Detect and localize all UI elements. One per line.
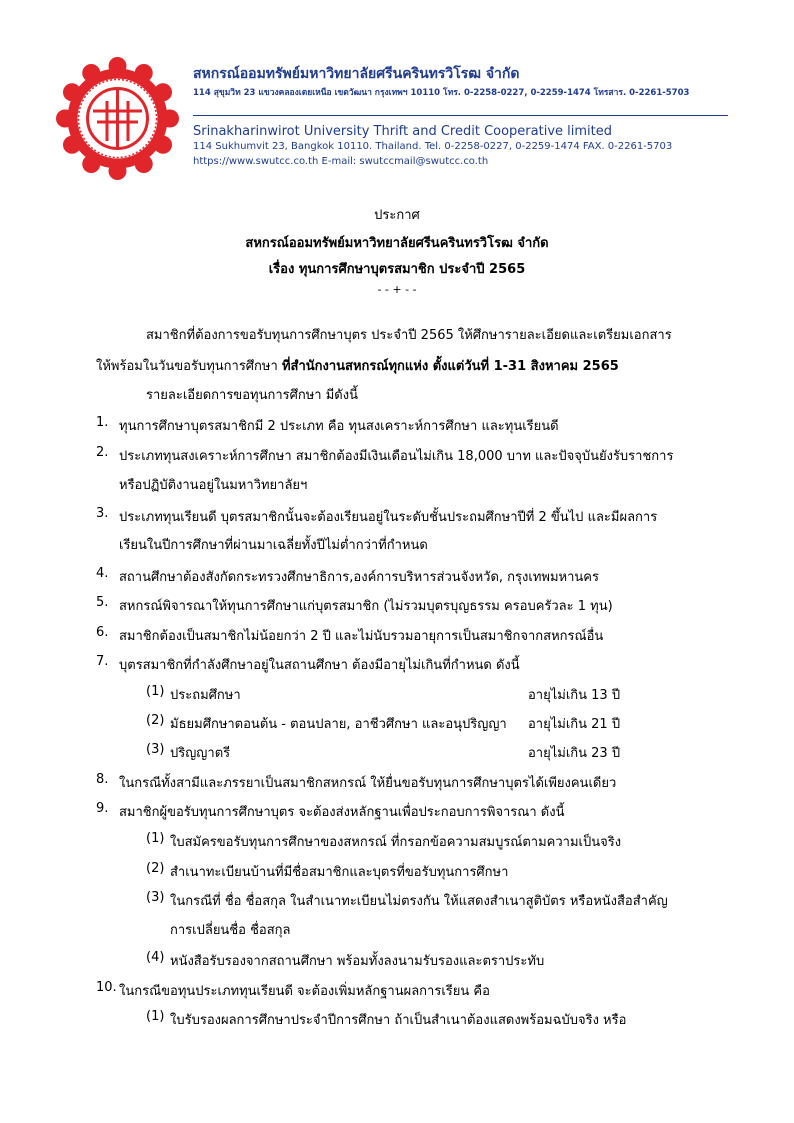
sub-item-number: (2): [146, 861, 165, 876]
sub-item-number: (3): [146, 890, 165, 905]
sub-item-number: (3): [146, 742, 165, 757]
age-limit: อายุไม่เกิน 23 ปี: [528, 746, 621, 761]
list-item: สมาชิกต้องเป็นสมาชิกไม่น้อยกว่า 2 ปี และไม่นับรวมอายุการเป็นสมาชิกจากสหกรณ์อื่น: [119, 629, 604, 644]
announcement-title: ประกาศ: [374, 208, 420, 223]
list-item-number: 10.: [96, 980, 117, 995]
cooperative-logo: [55, 56, 180, 181]
list-item-continuation: เรียนในปีการศึกษาที่ผ่านมาเฉลี่ยทั้งปีไม่ต่ำกว่าที่กำหนด: [119, 538, 428, 553]
sub-item: สำเนาทะเบียนบ้านที่มีชื่อสมาชิกและบุตรที่ขอรับทุนการศึกษา: [170, 865, 509, 880]
sub-item-continuation: การเปลี่ยนชื่อ ชื่อสกุล: [170, 923, 291, 938]
list-item-number: 5.: [96, 595, 109, 610]
intro-line-2-plain: ให้พร้อมในวันขอรับทุนการศึกษา: [96, 359, 282, 374]
age-level: ประถมศึกษา: [170, 688, 241, 703]
list-item-number: 8.: [96, 772, 109, 787]
address-english: 114 Sukhumvit 23, Bangkok 10110. Thailand. Tel. 0-2258-0227, 0-2259-1474 FAX. 0-2261-5703: [193, 141, 673, 152]
list-item: ประเภททุนเรียนดี บุตรสมาชิกนั้นจะต้องเรียนอยู่ในระดับชั้นประถมศึกษาปีที่ 2 ขึ้นไป และมีผลการ: [119, 510, 658, 525]
list-item: สหกรณ์พิจารณาให้ทุนการศึกษาแก่บุตรสมาชิก (ไม่รวมบุตรบุญธรรม ครอบครัวละ 1 ทุน): [119, 599, 613, 614]
title-separator: - - + - -: [377, 283, 417, 296]
list-item-number: 4.: [96, 566, 109, 581]
org-name-english: Srinakharinwirot University Thrift and Credit Cooperative limited: [193, 124, 612, 139]
age-level: ปริญญาตรี: [170, 746, 231, 761]
announcement-org: สหกรณ์ออมทรัพย์มหาวิทยาลัยศรีนครินทรวิโรฒ จำกัด: [245, 236, 549, 251]
intro-line-2-bold: ที่สำนักงานสหกรณ์ทุกแห่ง ตั้งแต่วันที่ 1-31 สิงหาคม 2565: [281, 359, 619, 374]
list-item-continuation: หรือปฏิบัติงานอยู่ในมหาวิทยาลัยฯ: [119, 478, 308, 493]
list-item-number: 7.: [96, 654, 109, 669]
list-item: ทุนการศึกษาบุตรสมาชิกมี 2 ประเภท คือ ทุนสงเคราะห์การศึกษา และทุนเรียนดี: [119, 419, 559, 434]
list-item: สมาชิกผู้ขอรับทุนการศึกษาบุตร จะต้องส่งหลักฐานเพื่อประกอบการพิจารณา ดังนี้: [119, 805, 565, 820]
sub-item-number: (1): [146, 684, 165, 699]
header-divider: [193, 115, 728, 116]
sub-item: ในกรณีที่ ชื่อ ชื่อสกุล ในสำเนาทะเบียนไม่ตรงกัน ให้แสดงสำเนาสูติบัตร หรือหนังสือสำคัญ: [170, 894, 668, 909]
list-item: ในกรณีขอทุนประเภททุนเรียนดี จะต้องเพิ่มหลักฐานผลการเรียน คือ: [119, 984, 490, 999]
website-email: https://www.swutcc.co.th E-mail: swutccmail@swutcc.co.th: [193, 156, 489, 167]
list-item: บุตรสมาชิกที่กำลังศึกษาอยู่ในสถานศึกษา ต้องมีอายุไม่เกินที่กำหนด ดังนี้: [119, 658, 520, 673]
age-level: มัธยมศึกษาตอนต้น - ตอนปลาย, อาชีวศึกษา และอนุปริญญา: [170, 717, 507, 732]
age-limit: อายุไม่เกิน 13 ปี: [528, 688, 621, 703]
list-item-number: 3.: [96, 506, 109, 521]
intro-line-1: สมาชิกที่ต้องการขอรับทุนการศึกษาบุตร ประจำปี 2565 ให้ศึกษารายละเอียดและเตรียมเอกสาร: [146, 328, 672, 343]
sub-item-number: (1): [146, 1009, 165, 1024]
list-item-number: 6.: [96, 625, 109, 640]
org-name-thai: สหกรณ์ออมทรัพย์มหาวิทยาลัยศรีนครินทรวิโรฒ จำกัด: [193, 66, 520, 82]
details-heading: รายละเอียดการขอทุนการศึกษา มีดังนี้: [146, 388, 358, 403]
list-item-number: 1.: [96, 415, 109, 430]
list-item: ในกรณีทั้งสามีและภรรยาเป็นสมาชิกสหกรณ์ ให้ยื่นขอรับทุนการศึกษาบุตรได้เพียงคนเดียว: [119, 776, 617, 791]
age-limit: อายุไม่เกิน 21 ปี: [528, 717, 621, 732]
sub-item-number: (2): [146, 713, 165, 728]
list-item-number: 9.: [96, 801, 109, 816]
list-item: ประเภททุนสงเคราะห์การศึกษา สมาชิกต้องมีเงินเดือนไม่เกิน 18,000 บาท และปัจจุบันยังรับราชการ: [119, 449, 674, 464]
address-thai: 114 สุขุมวิท 23 แขวงคลองเตยเหนือ เขตวัฒนา กรุงเทพฯ 10110 โทร. 0-2258-0227, 0-2259-1474 โทรสาร. 0-2261-5703: [193, 88, 690, 98]
sub-item: ใบรับรองผลการศึกษาประจำปีการศึกษา ถ้าเป็นสำเนาต้องแสดงพร้อมฉบับจริง หรือ: [170, 1013, 627, 1028]
sub-item: ใบสมัครขอรับทุนการศึกษาของสหกรณ์ ที่กรอกข้อความสมบูรณ์ตามความเป็นจริง: [170, 835, 622, 850]
sub-item-number: (4): [146, 950, 165, 965]
announcement-subject: เรื่อง ทุนการศึกษาบุตรสมาชิก ประจำปี 2565: [268, 262, 526, 277]
sub-item: หนังสือรับรองจากสถานศึกษา พร้อมทั้งลงนามรับรองและตราประทับ: [170, 954, 545, 969]
intro-line-2: [96, 355, 619, 376]
list-item-number: 2.: [96, 445, 109, 460]
list-item: สถานศึกษาต้องสังกัดกระทรวงศึกษาธิการ,องค์การบริหารส่วนจังหวัด, กรุงเทพมหานคร: [119, 570, 599, 585]
sub-item-number: (1): [146, 831, 165, 846]
